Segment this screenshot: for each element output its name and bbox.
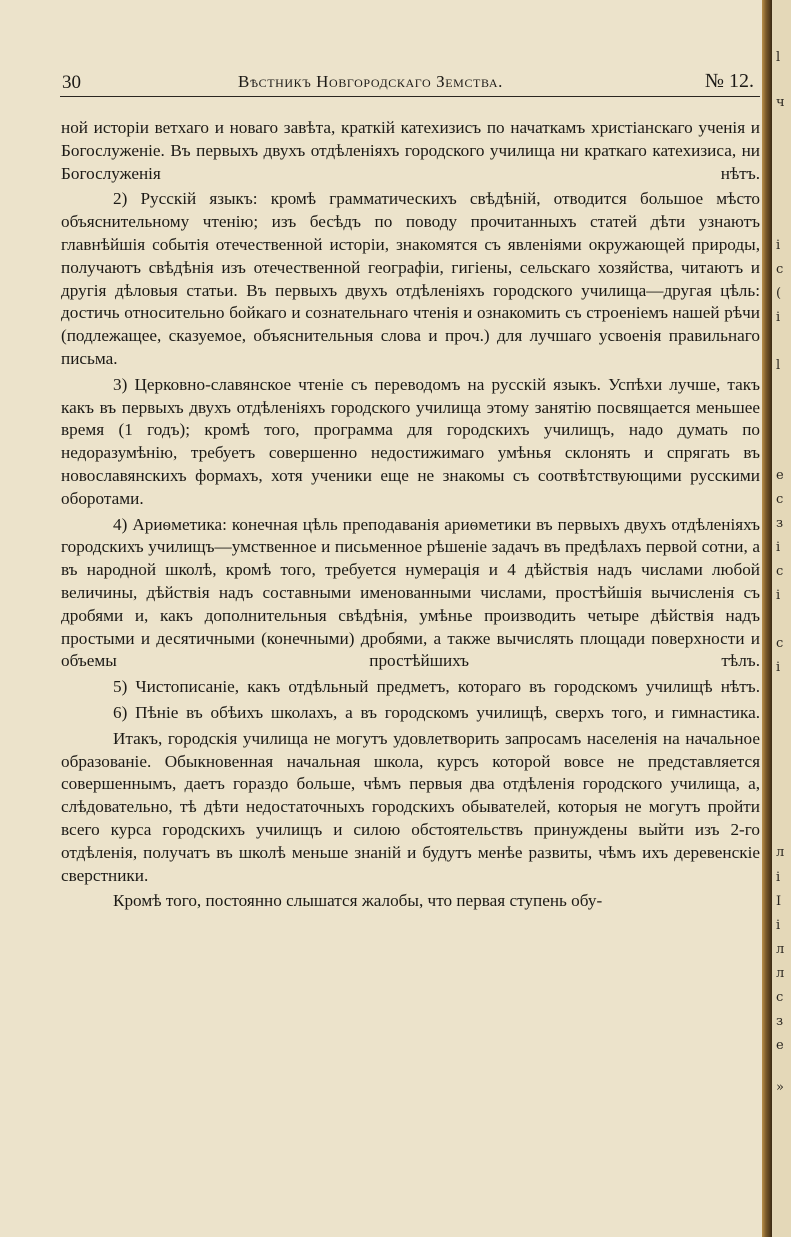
margin-fragment: » xyxy=(776,1080,784,1095)
paragraph: 4) Ариѳметика: конечная цѣль преподаванія ариѳметики въ первыхъ двухъ отдѣленіяхъ городскихъ училищъ—умственное и письменное рѣшеніе задачъ въ предѣлахъ первой сотни, а въ народной школѣ, кромѣ того, требуется нумерація и 4 дѣйствія надъ числами любой величины, дѣйствія надъ составными именованными числами, простѣйшія вычисленія съ дробями и, какъ дополнительныя свѣдѣнія, умѣнье производить четыре дѣйствія надъ простыми и десятичными (конечными) дробями, а также вычислять площади поверхности и объемы простѣйшихъ тѣлъ. xyxy=(61,514,760,671)
margin-fragment: е xyxy=(776,1038,784,1053)
paragraph: ной исторіи ветхаго и новаго завѣта, краткій катехизисъ по начаткамъ христіанскаго ученія и Богослуженіе. Въ первыхъ двухъ отдѣленіяхъ городского училища ни краткаго катехизиса, ни Богослуженія нѣтъ. xyxy=(61,118,760,183)
margin-fragment: l xyxy=(776,358,781,373)
paragraph: 5) Чистописаніе, какъ отдѣльный предметъ, котораго въ городскомъ училищѣ нѣтъ. xyxy=(113,677,760,697)
body-text xyxy=(61,117,760,913)
paragraph: 2) Русскій языкъ: кромѣ грамматическихъ свѣдѣній, отводится большое мѣсто объяснительному чтенію; изъ бесѣдъ по поводу прочитанныхъ статей дѣти узнаютъ главнѣйшія событія отечественной исторіи, знакомятся съ явленіями окружающей природы, получаютъ свѣдѣнія изъ отечественной географіи, гигіены, сельскаго хозяйства, читаютъ и другія дѣловыя статьи. Въ первыхъ двухъ отдѣленіяхъ городского училища—другая цѣль: достичь относительно бойкаго и сознательнаго чтенія и ознакомить съ строеніемъ нашей рѣчи (подлежащее, сказуемое, объяснительныя слова и проч.) для лучшаго усвоенія правильнаго письма. xyxy=(61,189,760,368)
book-gutter xyxy=(762,0,772,1237)
paragraph: Итакъ, городскія училища не могутъ удовлетворить запросамъ населенія на начальное образованіе. Обыкновенная начальная школа, курсъ которой вовсе не представляется совершеннымъ, даетъ гораздо больше, чѣмъ первыя два отдѣленія городского училища, а, слѣдовательно, тѣ дѣти недостаточныхъ городскихъ обывателей, которыя не могутъ пройти всего курса городскихъ училищъ и силою обстоятельствъ принуждены выйти изъ 2-го отдѣленія, получатъ въ школѣ меньше знаній и будутъ менѣе развиты, чѣмъ ихъ деревенскіе сверстники. xyxy=(61,728,760,885)
margin-fragment: з xyxy=(776,1014,784,1029)
margin-fragment: і xyxy=(776,870,781,885)
margin-fragment: ( xyxy=(776,286,782,301)
page-number: 30 xyxy=(62,72,81,93)
margin-fragment: І xyxy=(776,894,782,909)
margin-fragment: е xyxy=(776,468,784,483)
running-header xyxy=(60,70,760,94)
paragraph: Кромѣ того, постоянно слышатся жалобы, что первая ступень обу- xyxy=(113,891,603,911)
margin-fragment: і xyxy=(776,918,781,933)
header-rule xyxy=(60,96,760,97)
running-title: Вѣстникъ Новгородскаго Земства. xyxy=(238,72,503,91)
margin-fragment: і xyxy=(776,540,781,555)
margin-fragment: с xyxy=(776,564,784,579)
margin-fragment: ч xyxy=(776,95,785,110)
margin-fragment: л xyxy=(776,845,785,860)
paragraph: 3) Церковно-славянское чтеніе съ переводомъ на русскій языкъ. Успѣхи лучше, такъ какъ въ первыхъ двухъ отдѣленіяхъ городского училища этому занятію посвящается меньшее время (1 годъ); кромѣ того, программа для городскихъ училищъ, надо думать по недоразумѣнію, требуетъ совершенно недостижимаго умѣнья склонять и спрягать въ новославянскихъ формахъ, хотя ученики еще не знакомы съ соотвѣтствующими русскими оборотами. xyxy=(61,374,760,508)
paragraph: 6) Пѣніе въ обѣихъ школахъ, а въ городскомъ училищѣ, сверхъ того, и гимнастика. xyxy=(113,702,760,722)
margin-fragment: і xyxy=(776,310,781,325)
margin-fragment: з xyxy=(776,516,784,531)
margin-fragment: л xyxy=(776,942,785,957)
margin-fragment: і xyxy=(776,238,781,253)
margin-fragment: с xyxy=(776,990,784,1005)
margin-fragment: с xyxy=(776,492,784,507)
margin-fragment: і xyxy=(776,660,781,675)
margin-fragment: с xyxy=(776,636,784,651)
issue-number: № 12. xyxy=(704,70,754,92)
margin-fragment: л xyxy=(776,966,785,981)
margin-fragment: с xyxy=(776,262,784,277)
margin-fragment: і xyxy=(776,588,781,603)
margin-fragment: l xyxy=(776,50,781,65)
adjacent-page-edge xyxy=(772,0,791,1237)
